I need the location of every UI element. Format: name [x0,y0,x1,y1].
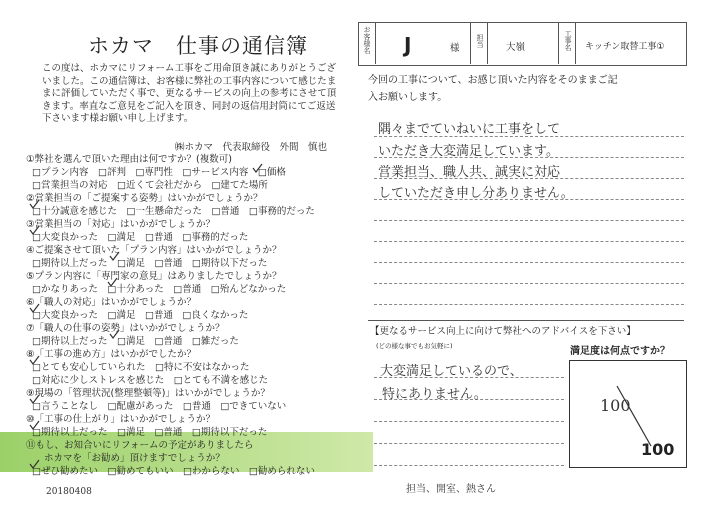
question-11: ⑪もし、お知合いにリフォームの予定がありましたら [26,440,254,451]
ruled-line [374,421,564,422]
options-3: □大変良かった □満足 □普通 □事務的だった [32,232,249,243]
divider [558,22,559,64]
question-10: ⑩「工事の仕上がり」はいかがでしょうか？ [26,414,216,425]
question-6: ⑥「職人の対応」はいかがでしょうか？ [26,297,197,308]
comment-line-2: いただき大変満足しています。 [378,144,559,159]
question-4: ④ご提案させて頂いた「プラン内容」はいかがでしょうか？ [26,245,282,256]
customer-label: お客様名 [363,26,371,54]
footer-sign: 担当、開室、熱さん [406,484,496,495]
intro-line: いました。この通信簿は、お客様に弊社の工事内容について感じたま [42,75,337,87]
work-name: キッチン取替工事① [585,42,665,52]
comment-line-1: 隅々までていねいに工事をして [378,122,561,137]
options-2: □十分誠意を感じた □一生懸命だった □普通 □事務的だった [32,206,315,217]
options-10: □期待以上だった □満足 □普通 □期待以下だった [32,427,268,438]
question-8: ⑧「工事の進め方」はいかがでしたか？ [26,349,197,360]
options-1a: □プラン内容 □評判 □専門性 □サービス内容 □価格 [32,167,286,178]
intro-line: 下さいます様お願い申し上げます。 [42,113,194,124]
advice-line-1: 大変満足しているので、 [380,364,523,379]
satisfaction-max: 100 [641,440,675,459]
advice-title: 【更なるサービス向上に向けて弊社へのアドバイスを下さい】 [370,326,636,337]
satisfaction-title: 満足度は何点ですか？ [570,346,670,357]
options-9: □言うことなし □配慮があった □普通 □できていない [32,401,287,412]
comment-line-4: していただき申し分ありません。 [378,186,574,201]
question-2: ②営業担当の「ご提案する姿勢」はいかがでしょうか？ [26,193,263,204]
question-3: ③営業担当の「対応」はいかがでしょうか？ [26,219,216,230]
page-title: ホカマ 仕事の通信簿 [88,34,308,58]
staff-name: 大嶺 [506,42,526,53]
options-6: □大変良かった □満足 □普通 □良くなかった [32,310,249,321]
ruled-line [374,304,684,305]
ruled-line [374,283,684,284]
divider [575,22,576,64]
divider [487,22,488,64]
satisfaction-score: 100 [600,396,631,415]
options-1b: □営業担当の対応 □近くて会社だから □建てた場所 [32,180,268,191]
options-8a: □とても安心していられた □特に不安はなかった [32,362,250,373]
date-stamp: 20180408 [46,487,92,497]
intro-line: きます。率直なご意見をご記入を頂き、同封の返信用封筒にてご返送 [42,100,336,112]
customer-suffix: 様 [450,43,460,54]
ruled-line [374,241,684,242]
options-11a: ホカマを「お勧め」頂けますでしょうか？ [44,453,225,464]
question-7: ⑦「職人の仕事の姿勢」はいかがでしょうか？ [26,323,225,334]
divider [470,22,471,64]
comment-prompt-2: 入お願いします。 [368,92,448,103]
options-5: □かなりあった □十分あった □普通 □殆んどなかった [32,284,287,295]
intro-line: まに評価していただく事で、更なるサービスの向上の参考にさせて頂 [42,88,337,99]
section-divider [368,320,684,321]
work-label: 工事名 [564,30,572,51]
options-7: □期待以上だった □満足 □普通 □雑だった [32,336,239,347]
company-signature: ㈱ホカマ 代表取締役 外間 慎也 [175,142,328,153]
ruled-line [374,443,564,444]
check-marks [0,0,373,470]
ruled-line [374,262,684,263]
options-4: □期待以上だった □満足 □普通 □期待以下だった [32,258,268,269]
ruled-line [374,465,564,466]
comment-line-3: 営業担当、職人共、誠実に対応 [378,165,561,180]
ruled-line [374,220,684,221]
options-8b: □対応に少しストレスを感じた □とても不満を感じた [32,375,269,386]
customer-name: J [404,33,412,57]
options-11b: □ぜひ勧めたい □勧めてもいい □わからない □勧められない [32,466,315,477]
divider [375,22,376,64]
advice-note: (どの様な事でもお気軽に) [376,342,453,350]
advice-line-2: 特にありません。 [382,387,487,402]
comment-prompt-1: 今回の工事について、お感じ頂いた内容をそのままご記 [368,75,618,86]
question-9: ⑨現場の「管理状況(整理整頓等)」はいかがでしょうか？ [26,388,270,399]
intro-line: この度は、ホカマにリフォーム工事をご用命頂き誠にありがとうござ [42,63,337,74]
question-5: ⑤プラン内容に「専門家の意見」はありましたでしょうか？ [26,271,282,282]
staff-label: 担当 [476,34,484,48]
question-1: ①弊社を選んで頂いた理由は何ですか？(複数可) [26,154,232,165]
